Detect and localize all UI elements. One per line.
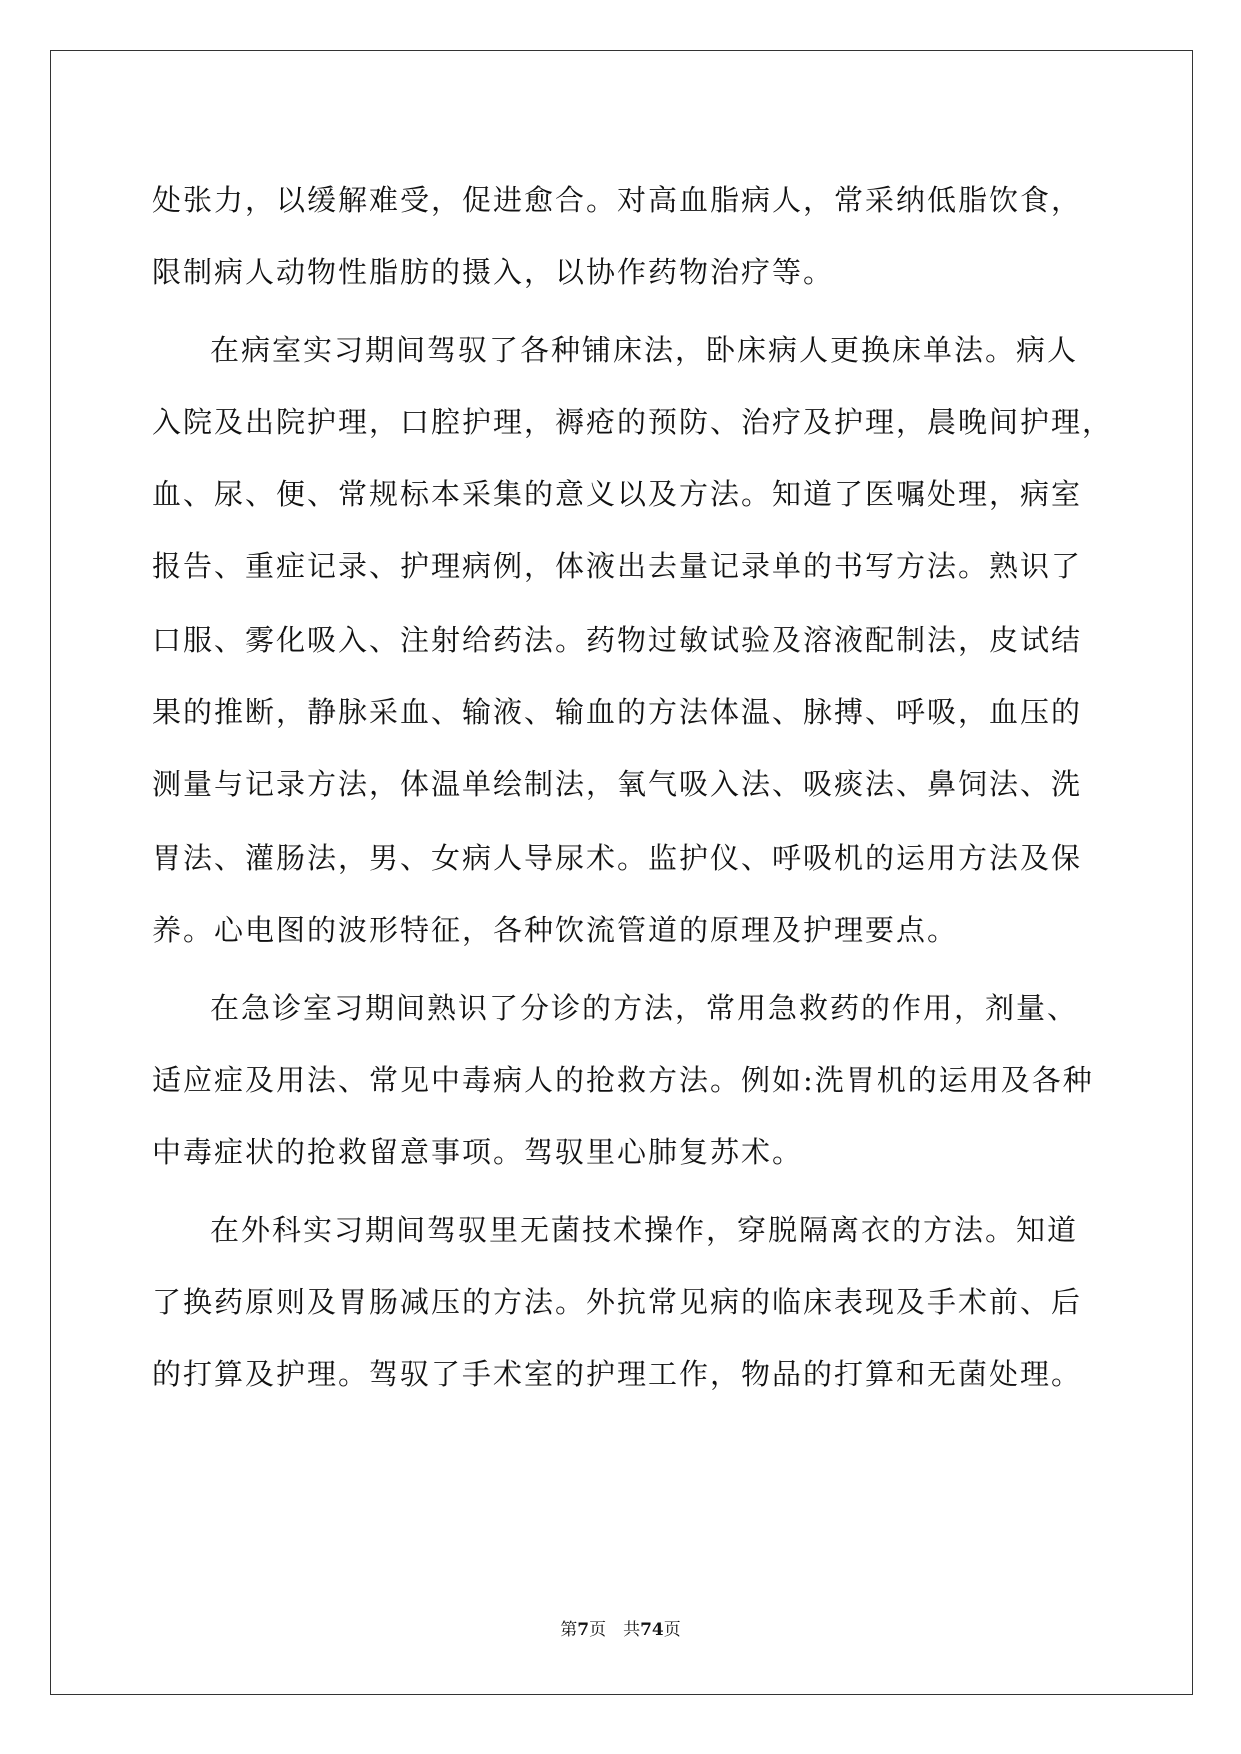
text-line: 限制病人动物性脂肪的摄入，以协作药物治疗等。 [152,255,835,289]
text-line: 的打算及护理。驾驭了手术室的护理工作，物品的打算和无菌处理。 [152,1357,1083,1391]
footer-middle: 页 共 [589,1620,641,1640]
text-line: 果的推断，静脉采血、输液、输血的方法体温、脉搏、呼吸，血压的 [152,695,1083,729]
paragraph-start: 在急诊室习期间熟识了分诊的方法，常用急救药的作用，剂量、 [210,991,1079,1025]
text-line: 中毒症状的抢救留意事项。驾驭里心肺复苏术。 [152,1135,804,1169]
footer-suffix: 页 [663,1620,681,1640]
total-page-count: 74 [640,1620,664,1640]
text-line: 口服、雾化吸入、注射给药法。药物过敏试验及溶液配制法，皮试结 [152,623,1083,657]
text-line: 血、尿、便、常规标本采集的意义以及方法。知道了医嘱处理，病室 [152,477,1083,511]
text-line: 报告、重症记录、护理病例，体液出去量记录单的书写方法。熟识了 [152,549,1083,583]
paragraph-start: 在病室实习期间驾驭了各种铺床法，卧床病人更换床单法。病人 [210,333,1079,367]
text-line: 入院及出院护理，口腔护理，褥疮的预防、治疗及护理，晨晚间护理， [152,405,1114,439]
text-line: 胃法、灌肠法，男、女病人导尿术。监护仪、呼吸机的运用方法及保 [152,841,1083,875]
text-line: 了换药原则及胃肠减压的方法。外抗常见病的临床表现及手术前、后 [152,1285,1083,1319]
text-line: 测量与记录方法，体温单绘制法，氧气吸入法、吸痰法、鼻饲法、洗 [152,767,1083,801]
text-line: 处张力，以缓解难受，促进愈合。对高血脂病人，常采纳低脂饮食， [152,183,1083,217]
text-line: 养。心电图的波形特征，各种饮流管道的原理及护理要点。 [152,913,959,947]
footer-prefix: 第 [560,1620,578,1640]
paragraph-start: 在外科实习期间驾驭里无菌技术操作，穿脱隔离衣的方法。知道 [210,1213,1079,1247]
text-line: 适应症及用法、常见中毒病人的抢救方法。例如:洗胃机的运用及各种 [152,1063,1094,1097]
page-footer [0,1615,1241,1645]
current-page-number: 7 [577,1620,590,1640]
